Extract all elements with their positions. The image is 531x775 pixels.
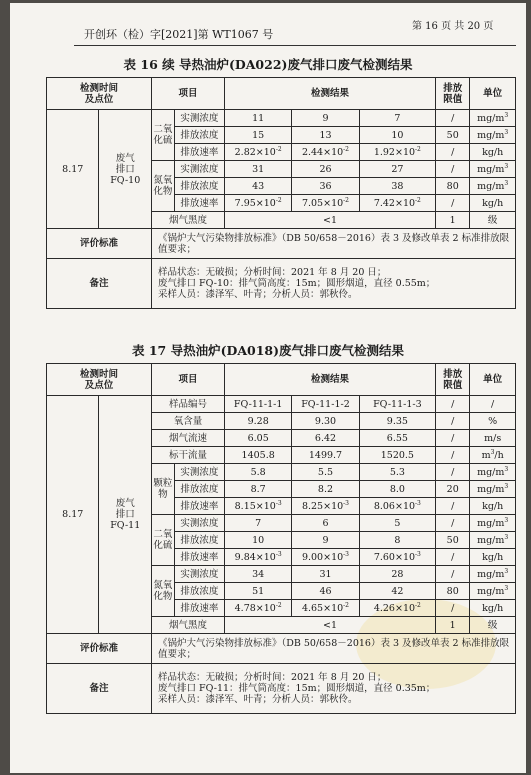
limit-cell: 80: [436, 178, 470, 195]
header-time-point: 检测时间 及点位: [47, 364, 152, 396]
limit-cell: 50: [436, 127, 470, 144]
metric-label: 排放浓度: [174, 127, 224, 144]
header-row: [47, 364, 516, 396]
value-cell: 6: [292, 515, 359, 532]
note-line: 样品状态：无破损；分析时间：2021 年 8 月 20 日；: [157, 267, 387, 278]
metric-label: 排放速率: [174, 498, 224, 515]
limit-cell: /: [436, 144, 470, 161]
value-cell: 15: [225, 127, 292, 144]
limit-cell: 20: [436, 481, 470, 498]
metric-label: 实测浓度: [174, 515, 224, 532]
value-cell: $9.00\times 10^{-3}$: [292, 549, 359, 566]
param-label: 样品编号: [151, 396, 224, 413]
value-cell: 5: [359, 515, 435, 532]
unit-cell: 级: [470, 617, 516, 634]
value-cell: FQ-11-1-1: [225, 396, 292, 413]
value-cell: 42: [359, 583, 435, 600]
value-cell: 1520.5: [359, 447, 435, 464]
value-cell: 5.5: [292, 464, 359, 481]
pollutant-name: 二氧 化硫: [151, 515, 174, 566]
table17: [46, 363, 516, 714]
table16: [46, 77, 516, 309]
param-label: 氧含量: [151, 413, 224, 430]
unit-cell: $mg/m^3$: [470, 161, 516, 178]
value-cell: 31: [225, 161, 292, 178]
unit-cell: %: [470, 413, 516, 430]
note-label: 备注: [47, 259, 152, 309]
value-cell: 26: [292, 161, 359, 178]
limit-cell: /: [436, 600, 470, 617]
limit-cell: /: [436, 566, 470, 583]
header-result: 检测结果: [225, 78, 436, 110]
note-text: [151, 664, 515, 714]
unit-cell: $mg/m^3$: [470, 481, 516, 498]
value-cell: $1.92\times 10^{-2}$: [359, 144, 435, 161]
limit-cell: 80: [436, 583, 470, 600]
table17-title: 表 17 导热油炉(DA018)废气排口废气检测结果: [131, 343, 405, 358]
table-row: [47, 396, 516, 413]
point-cell: 废气 排口 FQ-10: [99, 110, 152, 229]
unit-cell: m/s: [470, 430, 516, 447]
metric-label: 实测浓度: [174, 566, 224, 583]
limit-cell: /: [436, 195, 470, 212]
value-cell: 51: [225, 583, 292, 600]
table16-title: 表 16 续 导热油炉(DA022)废气排口废气检测结果: [123, 57, 413, 72]
value-cell: 34: [225, 566, 292, 583]
unit-cell: $mg/m^3$: [470, 464, 516, 481]
value-cell: 43: [225, 178, 292, 195]
value-cell: 9.28: [225, 413, 292, 430]
value-cell: 31: [292, 566, 359, 583]
value-cell: 10: [225, 532, 292, 549]
value-cell: 8: [359, 532, 435, 549]
page-number: 第 16 页 共 20 页: [412, 21, 494, 32]
header-item: 项目: [151, 78, 224, 110]
note-label: 备注: [47, 664, 152, 714]
eval-label: 评价标准: [47, 634, 152, 664]
value-cell: 6.42: [292, 430, 359, 447]
smoke-value: <1: [225, 617, 436, 634]
point-cell: 废气 排口 FQ-11: [99, 396, 152, 634]
value-cell: 9: [292, 532, 359, 549]
value-cell: $4.26\times 10^{-2}$: [359, 600, 435, 617]
metric-label: 排放速率: [174, 549, 224, 566]
unit-cell: kg/h: [470, 498, 516, 515]
note-line: 样品状态：无破损；分析时间：2021 年 8 月 20 日；: [157, 672, 387, 683]
value-cell: 5.8: [225, 464, 292, 481]
header-item: 项目: [151, 364, 224, 396]
limit-cell: 50: [436, 532, 470, 549]
header-unit: 单位: [470, 364, 516, 396]
metric-label: 排放速率: [174, 600, 224, 617]
value-cell: 6.05: [225, 430, 292, 447]
param-label: 标干流量: [151, 447, 224, 464]
metric-label: 排放浓度: [174, 481, 224, 498]
header-time-point: 检测时间 及点位: [47, 78, 152, 110]
value-cell: 27: [359, 161, 435, 178]
value-cell: 9.35: [359, 413, 435, 430]
value-cell: 7: [225, 515, 292, 532]
limit-cell: /: [436, 413, 470, 430]
metric-label: 排放浓度: [174, 178, 224, 195]
metric-label: 实测浓度: [174, 464, 224, 481]
note-line: 采样人员：漆泽军、叶青；分析人员：郭秋伶。: [157, 694, 358, 705]
unit-cell: $mg/m^3$: [470, 532, 516, 549]
smoke-label: 烟气黑度: [151, 212, 224, 229]
value-cell: 8.2: [292, 481, 359, 498]
value-cell: 7: [359, 110, 435, 127]
value-cell: 1499.7: [292, 447, 359, 464]
limit-cell: /: [436, 498, 470, 515]
value-cell: $7.60\times 10^{-3}$: [359, 549, 435, 566]
limit-cell: /: [436, 110, 470, 127]
value-cell: $8.25\times 10^{-3}$: [292, 498, 359, 515]
metric-label: 实测浓度: [174, 110, 224, 127]
param-label: 烟气流速: [151, 430, 224, 447]
value-cell: $8.06\times 10^{-3}$: [359, 498, 435, 515]
pollutant-name: 颗粒 物: [151, 464, 174, 515]
value-cell: 13: [292, 127, 359, 144]
value-cell: 36: [292, 178, 359, 195]
eval-label: 评价标准: [47, 229, 152, 259]
eval-row: [47, 229, 516, 259]
unit-cell: $mg/m^3$: [470, 566, 516, 583]
value-cell: $2.44\times 10^{-2}$: [292, 144, 359, 161]
note-text: [151, 259, 515, 309]
unit-cell: $mg/m^3$: [470, 178, 516, 195]
value-cell: 1405.8: [225, 447, 292, 464]
smoke-label: 烟气黑度: [151, 617, 224, 634]
unit-cell: kg/h: [470, 195, 516, 212]
limit-cell: /: [436, 515, 470, 532]
value-cell: $2.82\times 10^{-2}$: [225, 144, 292, 161]
value-cell: FQ-11-1-2: [292, 396, 359, 413]
limit-cell: 1: [436, 617, 470, 634]
value-cell: 46: [292, 583, 359, 600]
unit-cell: 级: [470, 212, 516, 229]
header-result: 检测结果: [225, 364, 436, 396]
header-limit: 排放 限值: [436, 364, 470, 396]
metric-label: 排放速率: [174, 195, 224, 212]
limit-cell: 1: [436, 212, 470, 229]
unit-cell: $mg/m^3$: [470, 583, 516, 600]
unit-cell: /: [470, 396, 516, 413]
header-row: [47, 78, 516, 110]
note-line: 废气排口 FQ-10：排气筒高度：15m；圆形烟道，直径 0.55m；: [157, 278, 436, 289]
limit-cell: /: [436, 161, 470, 178]
value-cell: 11: [225, 110, 292, 127]
value-cell: 28: [359, 566, 435, 583]
header-limit: 排放 限值: [436, 78, 470, 110]
value-cell: $4.78\times 10^{-2}$: [225, 600, 292, 617]
unit-cell: kg/h: [470, 600, 516, 617]
eval-text: 《锅炉大气污染物排放标准》（DB 50/658－2016）表 3 及修改单表 2 标准排放限值要求；: [151, 229, 515, 259]
unit-cell: kg/h: [470, 549, 516, 566]
limit-cell: /: [436, 447, 470, 464]
value-cell: 38: [359, 178, 435, 195]
metric-label: 实测浓度: [174, 161, 224, 178]
unit-cell: $m^3/h$: [470, 447, 516, 464]
value-cell: 5.3: [359, 464, 435, 481]
value-cell: 9.30: [292, 413, 359, 430]
limit-cell: /: [436, 430, 470, 447]
date-cell: 8.17: [47, 110, 99, 229]
value-cell: $7.42\times 10^{-2}$: [359, 195, 435, 212]
value-cell: 8.0: [359, 481, 435, 498]
pollutant-name: 氮氧 化物: [151, 566, 174, 617]
metric-label: 排放浓度: [174, 583, 224, 600]
limit-cell: /: [436, 464, 470, 481]
limit-cell: /: [436, 549, 470, 566]
unit-cell: $mg/m^3$: [470, 515, 516, 532]
value-cell: 9: [292, 110, 359, 127]
value-cell: 8.7: [225, 481, 292, 498]
unit-cell: $mg/m^3$: [470, 127, 516, 144]
value-cell: $7.05\times 10^{-2}$: [292, 195, 359, 212]
value-cell: 10: [359, 127, 435, 144]
eval-row: [47, 634, 516, 664]
date-cell: 8.17: [47, 396, 99, 634]
value-cell: 6.55: [359, 430, 435, 447]
unit-cell: kg/h: [470, 144, 516, 161]
note-row: [47, 259, 516, 309]
note-row: [47, 664, 516, 714]
value-cell: $7.95\times 10^{-2}$: [225, 195, 292, 212]
report-page: [10, 3, 526, 773]
value-cell: $9.84\times 10^{-3}$: [225, 549, 292, 566]
metric-label: 排放速率: [174, 144, 224, 161]
value-cell: $8.15\times 10^{-3}$: [225, 498, 292, 515]
limit-cell: /: [436, 396, 470, 413]
value-cell: FQ-11-1-3: [359, 396, 435, 413]
header-unit: 单位: [470, 78, 516, 110]
table-row: [47, 110, 516, 127]
note-line: 采样人员：漆泽军、叶青；分析人员：郭秋伶。: [157, 289, 358, 300]
unit-cell: $mg/m^3$: [470, 110, 516, 127]
header-rule: [74, 45, 516, 46]
metric-label: 排放浓度: [174, 532, 224, 549]
pollutant-name: 氮氧 化物: [151, 161, 174, 212]
pollutant-name: 二氧 化硫: [151, 110, 174, 161]
smoke-value: <1: [225, 212, 436, 229]
value-cell: $4.65\times 10^{-2}$: [292, 600, 359, 617]
report-number: 开创环（检）字[2021]第 WT1067 号: [84, 28, 274, 41]
eval-text: 《锅炉大气污染物排放标准》（DB 50/658－2016）表 3 及修改单表 2 标准排放限值要求；: [151, 634, 515, 664]
note-line: 废气排口 FQ-11：排气筒高度：15m；圆形烟道，直径 0.35m；: [157, 683, 436, 694]
